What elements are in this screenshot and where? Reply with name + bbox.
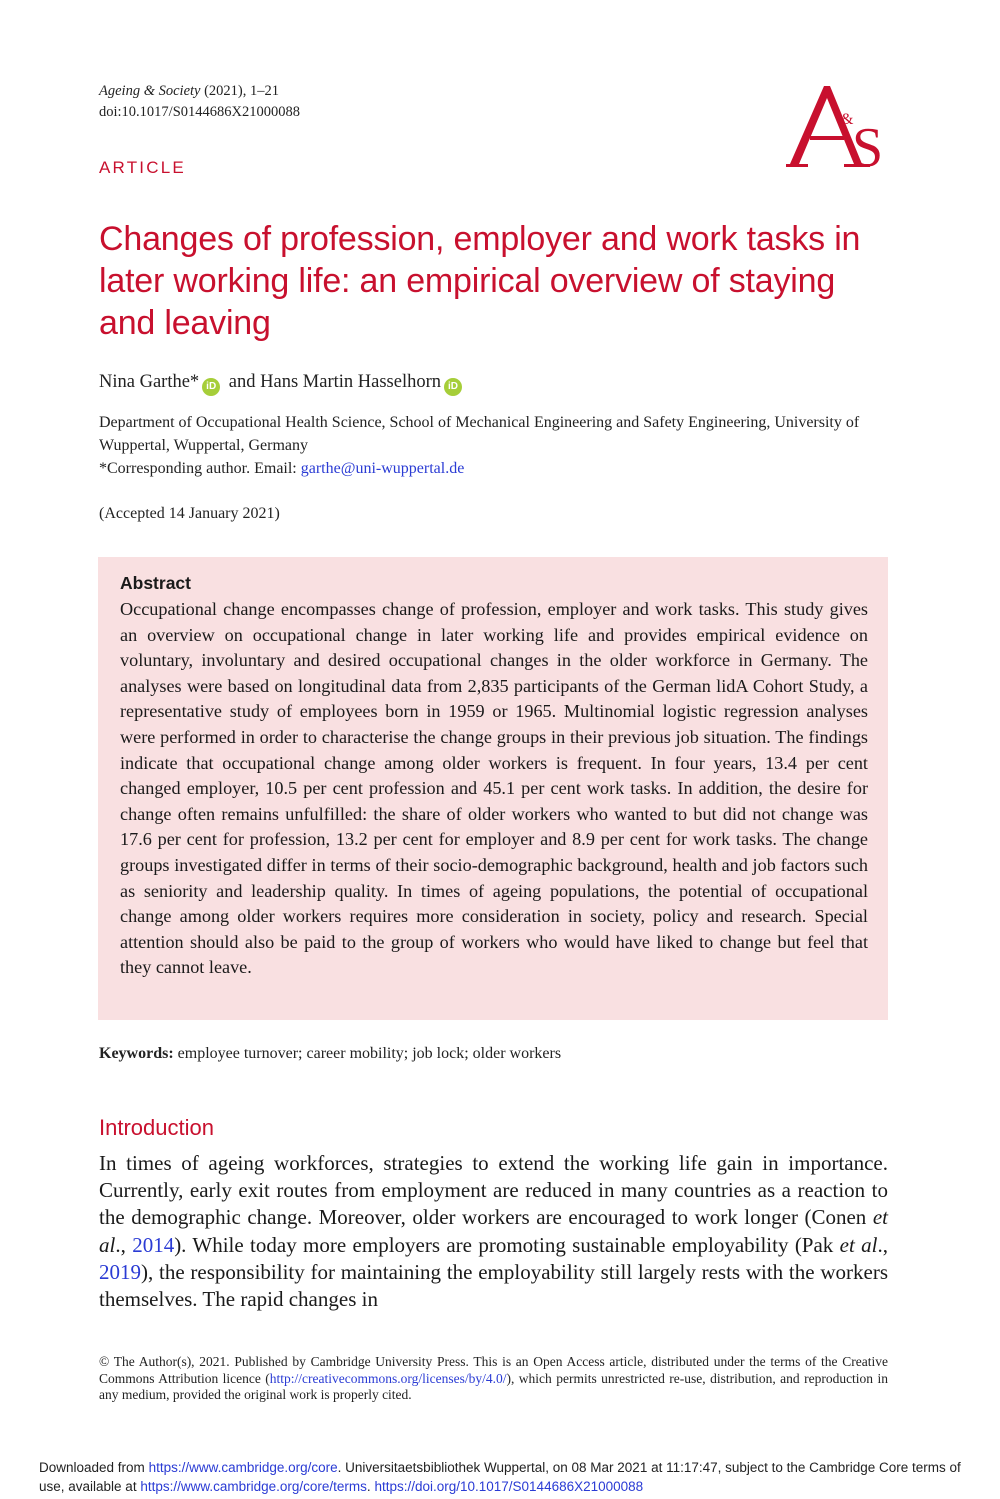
keywords-text: employee turnover; career mobility; job lock; older workers bbox=[173, 1045, 562, 1062]
author-hasselhorn: Hans Martin Hasselhorn bbox=[260, 372, 441, 392]
abstract-heading: Abstract bbox=[120, 573, 191, 593]
author-garthe: Nina Garthe* bbox=[99, 372, 200, 392]
journal-citation bbox=[99, 82, 279, 101]
copyright-notice bbox=[99, 1354, 888, 1404]
intro-text-part: ), the responsibility for maintaining the employability still largely rests with the workers themselves. The rapid changes in bbox=[99, 1259, 888, 1312]
intro-text-part: ., bbox=[877, 1232, 888, 1257]
intro-text-part: ., bbox=[115, 1232, 133, 1257]
corresponding-author bbox=[99, 457, 899, 480]
intro-text-part: ). While today more employers are promoting sustainable employability (Pak bbox=[174, 1232, 840, 1257]
affiliation-block bbox=[99, 411, 899, 480]
download-text: . bbox=[366, 1478, 375, 1494]
doi-link[interactable]: https://doi.org/10.1017/S0144686X21000088 bbox=[374, 1478, 644, 1494]
copyright-text: ), which permits unrestricted re-use, distribution, and reproduction in any medium, provided the original work is properly cited. bbox=[99, 1370, 888, 1402]
svg-text:S: S bbox=[852, 117, 884, 170]
citation-link-conen[interactable]: 2014 bbox=[132, 1232, 175, 1257]
introduction-heading: Introduction bbox=[99, 1115, 214, 1140]
keywords-line bbox=[99, 1045, 561, 1063]
orcid-icon[interactable]: iD bbox=[444, 378, 462, 396]
copyright-text: © The Author(s), 2021. Published by Cambridge University Press. This is an Open Access article, distributed under the terms of the Creative Commons Attribution licence ( bbox=[99, 1354, 888, 1386]
corresponding-prefix: *Corresponding author. Email: bbox=[99, 460, 301, 477]
abstract-box bbox=[98, 557, 888, 1020]
journal-name: Ageing & Society bbox=[99, 83, 201, 99]
journal-logo bbox=[786, 84, 890, 170]
affiliation-department: Department of Occupational Health Science, School of Mechanical Engineering and Safety Engineering, University of Wuppertal, Wuppertal, Germany bbox=[99, 414, 860, 454]
intro-etal: et al bbox=[99, 1205, 888, 1257]
cambridge-core-link[interactable]: https://www.cambridge.org/core bbox=[148, 1460, 338, 1475]
introduction-text bbox=[99, 1150, 888, 1313]
journal-issue: (2021), 1–21 bbox=[200, 83, 280, 99]
download-notice bbox=[39, 1459, 979, 1496]
citation-link-pak[interactable]: 2019 bbox=[99, 1259, 141, 1284]
orcid-icon[interactable]: iD bbox=[202, 378, 220, 396]
article-doi: doi:10.1017/S0144686X21000088 bbox=[99, 104, 300, 120]
intro-etal: et al bbox=[839, 1232, 878, 1257]
author-connector: and bbox=[224, 372, 261, 392]
abstract-text: Occupational change encompasses change of profession, employer and work tasks. This study gives an overview on occupational change in later working life and provides empirical evidence on voluntary, involuntary and desired occupational changes in the older workforce in Germany. The analyses were based on longitudinal data from 2,835 participants of the German lidA Cohort Study, a representative study of employees born in 1959 or 1965. Multinomial logistic regression analyses were performed in order to characterise the change groups in their previous job situation. The findings indicate that occupational change among older workers is frequent. In four years, 13.4 per cent changed employer, 10.5 per cent profession and 45.1 per cent work tasks. In addition, the desire for change often remains unfulfilled: the share of older workers who wanted to but did not change was 17.6 per cent for profession, 13.2 per cent for employer and 8.9 per cent for work tasks. The change groups investigated differ in terms of their socio-demographic background, health and job factors such as seniority and leadership quality. In times of ageing populations, the potential of occupational change among older workers requires more consideration in society, policy and research. Special attention should also be paid to the group of workers who would have liked to change but feel that they cannot leave. bbox=[120, 599, 868, 978]
author-list bbox=[99, 370, 466, 396]
download-text: Downloaded from bbox=[39, 1460, 149, 1475]
terms-link[interactable]: https://www.cambridge.org/core/terms bbox=[140, 1478, 367, 1494]
article-title: Changes of profession, employer and work tasks in later working life: an empirical overview of staying and leaving bbox=[99, 220, 861, 342]
svg-text:&: & bbox=[841, 111, 854, 128]
accepted-date: (Accepted 14 January 2021) bbox=[99, 505, 280, 522]
license-link[interactable]: http://creativecommons.org/licenses/by/4.0/ bbox=[269, 1370, 507, 1386]
keywords-label: Keywords: bbox=[99, 1045, 174, 1062]
email-link[interactable]: garthe@uni-wuppertal.de bbox=[300, 460, 465, 477]
download-text: . Universitaetsbibliothek Wuppertal, on 08 Mar 2021 at 11:17:47, subject to the Cambridge Core terms of use, available at bbox=[39, 1460, 961, 1494]
intro-text-part: In times of ageing workforces, strategies to extend the working life gain in importance. Currently, early exit routes from employment are reduced in many countries as a reaction to the demographic change. Moreover, older workers are encouraged to work longer (Conen bbox=[99, 1151, 888, 1230]
article-type-label: ARTICLE bbox=[99, 158, 186, 177]
